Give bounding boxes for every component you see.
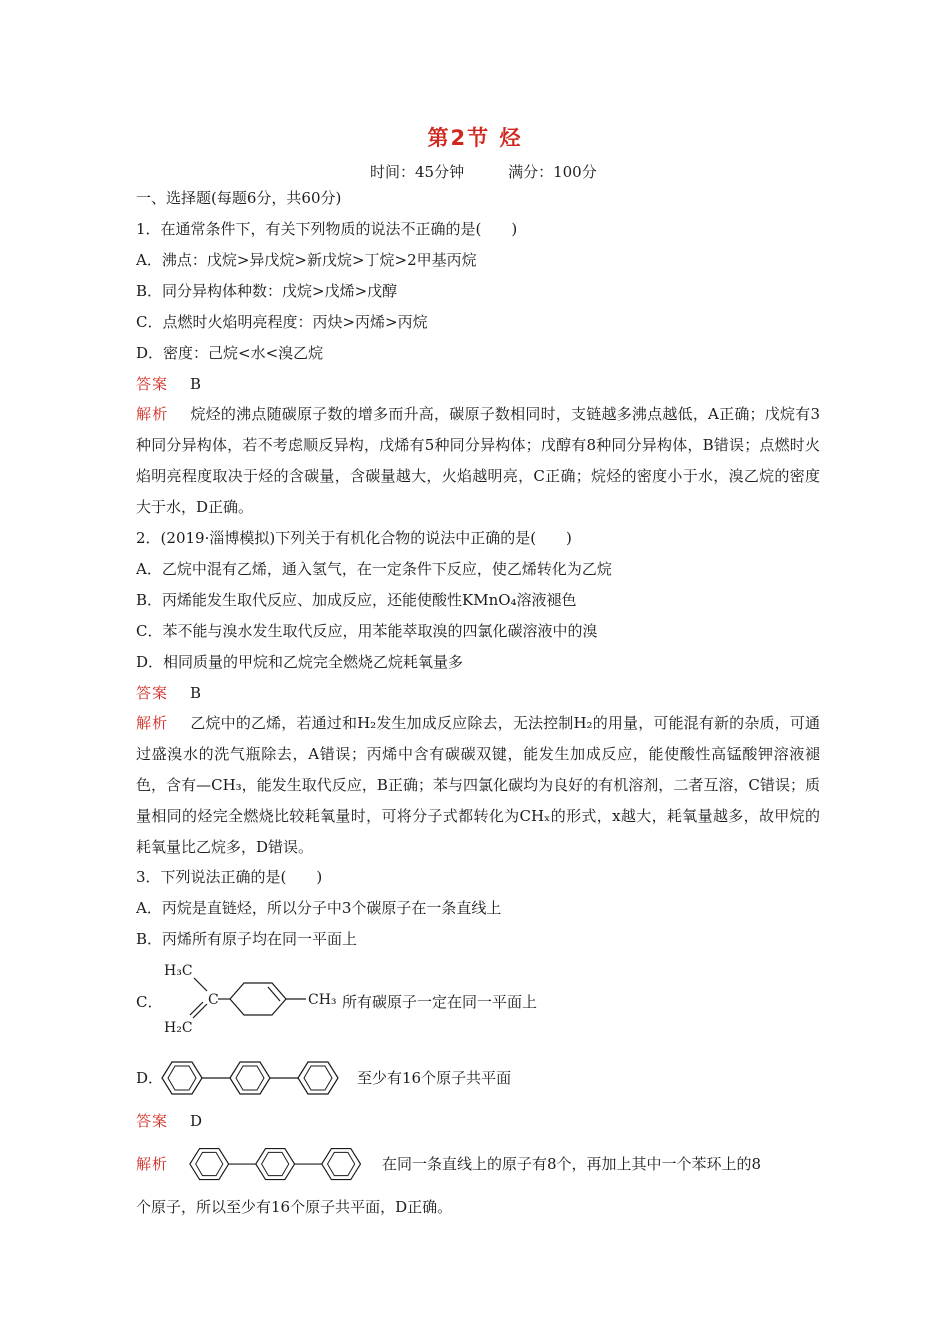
q1-option-c: C．点燃时火焰明亮程度：丙炔>丙烯>丙烷 <box>136 313 428 331</box>
q1-analysis-text: 烷烃的沸点随碳原子数的增多而升高，碳原子数相同时，支链越多沸点越低，A正确；戊烷有3种同分异构体，若不考虑顺反异构，戊烯有5种同分异构体；戊醇有8种同分异构体，B错误；点燃时火焰明亮程度取决于烃的含碳量，含碳量越大，火焰越明亮，C正确；烷烃的密度小于水，溴乙烷的密度大于水，D正确。 <box>136 405 820 516</box>
q2-option-a: A．乙烷中混有乙烯，通入氢气，在一定条件下反应，使乙烯转化为乙烷 <box>136 560 612 578</box>
q2-answer <box>136 683 201 703</box>
q3-stem: 3．下列说法正确的是( ) <box>136 868 323 886</box>
q3-option-d-text: 至少有16个原子共平面 <box>357 1069 512 1087</box>
time-limit: 时间：45分钟 <box>370 163 465 181</box>
q3-analysis-text: 在同一条直线上的原子有8个，再加上其中一个苯环上的8 <box>382 1155 762 1173</box>
q2-answer-value: B <box>190 684 202 702</box>
q1-answer <box>136 374 201 394</box>
q3-option-b: B．丙烯所有原子均在同一平面上 <box>136 930 358 948</box>
answer-label: 答案 <box>136 375 169 393</box>
struct-h2c-label: H₂C <box>164 1020 193 1036</box>
q3-option-c-structure <box>160 958 350 1038</box>
q2-option-d: D．相同质量的甲烷和乙烷完全燃烧乙烷耗氧量多 <box>136 653 464 671</box>
q3-option-a: A．丙烷是直链烃，所以分子中3个碳原子在一条直线上 <box>136 899 502 917</box>
q3-analysis-label <box>136 1154 190 1174</box>
q3-option-c-prefix: C． <box>136 993 163 1011</box>
exam-meta <box>370 161 597 182</box>
page-title: 第2节 烃 <box>427 126 523 150</box>
q3-option-c-text: 所有碳原子一定在同一平面上 <box>342 993 538 1011</box>
full-score: 满分：100分 <box>508 163 597 181</box>
q2-option-b: B．丙烯能发生取代反应、加成反应，还能使酸性KMnO₄溶液褪色 <box>136 591 577 609</box>
struct-center-c-label: C <box>208 992 219 1008</box>
q1-analysis <box>136 399 820 523</box>
answer-label: 答案 <box>136 1112 169 1130</box>
q3-analysis-text-line2: 个原子，所以至少有16个原子共平面，D正确。 <box>136 1198 453 1216</box>
q1-option-b: B．同分异构体种数：戊烷>戊烯>戊醇 <box>136 282 398 300</box>
q2-stem: 2．(2019·淄博模拟)下列关于有机化合物的说法中正确的是( ) <box>136 529 572 547</box>
analysis-label: 解析 <box>136 405 169 423</box>
q2-analysis <box>136 708 820 863</box>
q1-answer-value: B <box>190 375 202 393</box>
section-heading: 一、选择题(每题6分，共60分) <box>136 189 342 207</box>
q3-analysis-terphenyl <box>186 1143 376 1187</box>
analysis-label: 解析 <box>136 714 169 732</box>
struct-h3c-label: H₃C <box>164 963 193 979</box>
q2-analysis-text: 乙烷中的乙烯，若通过和H₂发生加成反应除去，无法控制H₂的用量，可能混有新的杂质，可通过盛溴水的洗气瓶除去，A错误；丙烯中含有碳碳双键，能发生加成反应，能使酸性高锰酸钾溶液褪色，含有—CH₃，能发生取代反应，B正确；苯与四氯化碳均为良好的有机溶剂，二者互溶，C错误；质量相同的烃完全燃烧比较耗氧量时，可将分子式都转化为CHₓ的形式，x越大，耗氧量越多，故甲烷的耗氧量比乙烷多，D错误。 <box>136 714 820 856</box>
q3-answer <box>136 1111 202 1131</box>
analysis-label: 解析 <box>136 1155 169 1173</box>
q1-option-d: D．密度：己烷<水<溴乙烷 <box>136 344 324 362</box>
q2-option-c: C．苯不能与溴水发生取代反应，用苯能萃取溴的四氯化碳溶液中的溴 <box>136 622 598 640</box>
struct-ch3-label: CH₃ <box>308 992 337 1008</box>
answer-label: 答案 <box>136 684 169 702</box>
q3-answer-value: D <box>190 1112 203 1130</box>
q1-stem: 1．在通常条件下，有关下列物质的说法不正确的是( ) <box>136 220 518 238</box>
q1-option-a: A．沸点：戊烷>异戊烷>新戊烷>丁烷>2甲基丙烷 <box>136 251 477 269</box>
q3-option-d-terphenyl <box>158 1057 354 1101</box>
q3-option-d-prefix: D． <box>136 1069 164 1087</box>
